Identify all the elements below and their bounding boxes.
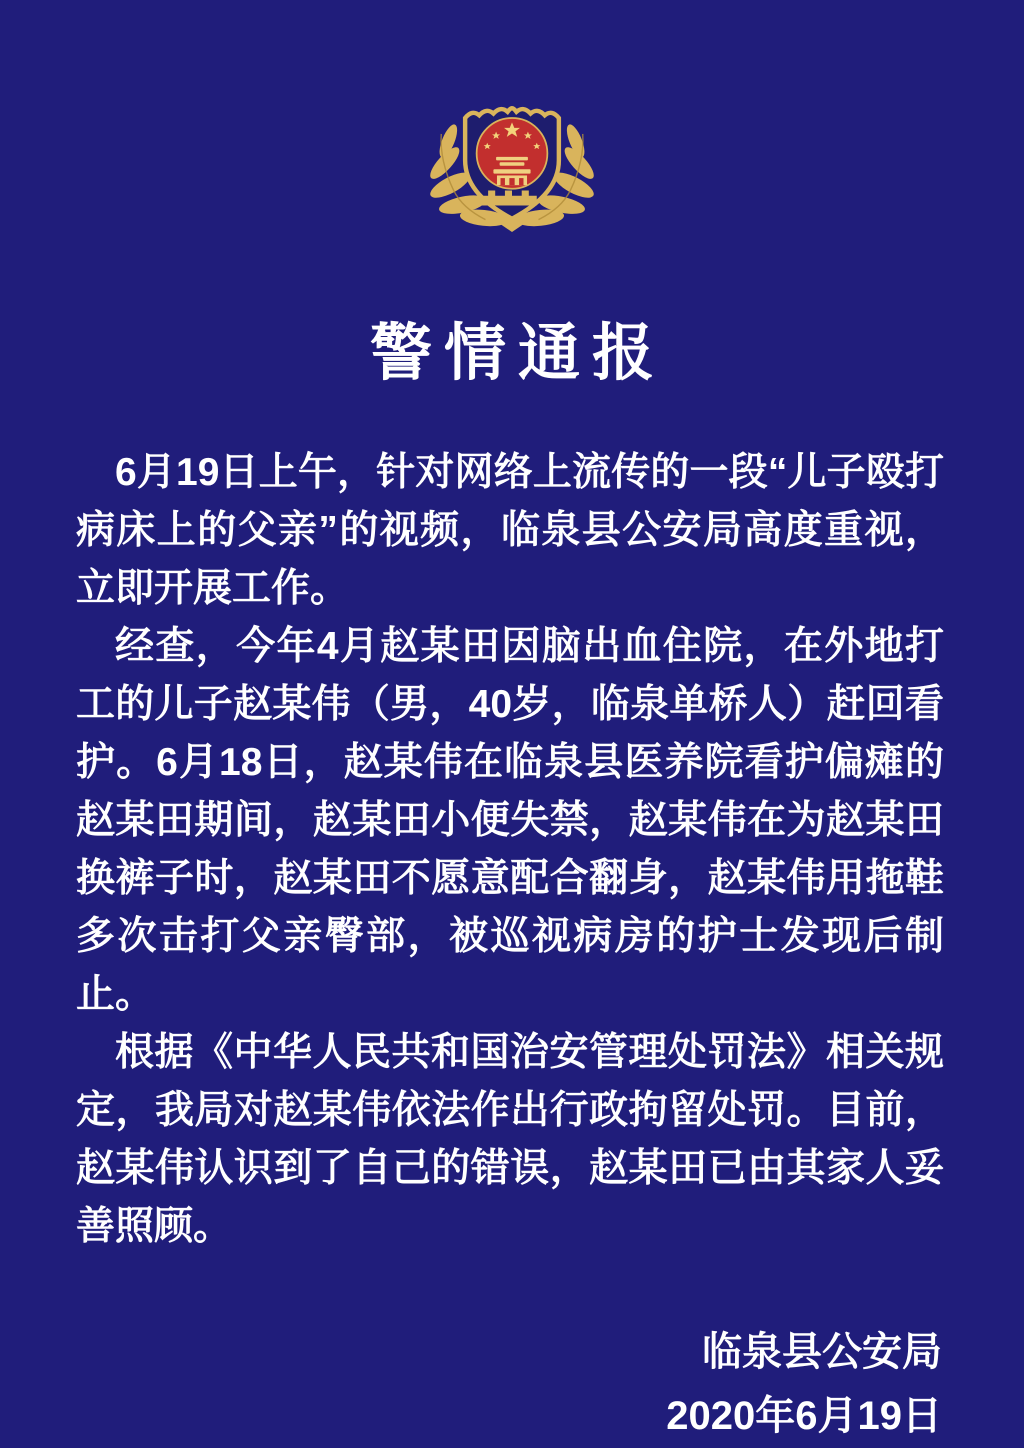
notice-title: 警情通报 (369, 319, 666, 388)
badge-container (0, 0, 1024, 245)
notice-paragraph-3: 根据《中华人民共和国治安管理处罚法》相关规定，我局对赵某伟依法作出行政拘留处罚。目前，赵某伟认识到了自己的错误，赵某田已由其家人妥善照顾。 (76, 1031, 944, 1248)
police-badge-icon (423, 72, 601, 240)
notice-paragraph-2: 经查，今年4月赵某田因脑出血住院，在外地打工的儿子赵某伟（男，40岁，临泉单桥人）赶回看护。6月18日，赵某伟在临泉县医养院看护偏瘫的赵某田期间，赵某田小便失禁，赵某伟在为赵某田换裤子时，赵某田不愿意配合翻身，赵某伟用拖鞋多次击打父亲臀部，被巡视病房的护士发现后制止。 (76, 625, 944, 1016)
notice-body (0, 444, 1024, 1256)
notice-date: 2020年6月19日 (666, 1394, 942, 1438)
notice-paragraph-1: 6月19日上午，针对网络上流传的一段“儿子殴打病床上的父亲”的视频，临泉县公安局高度重视，立即开展工作。 (76, 451, 944, 610)
issuing-authority: 临泉县公安局 (702, 1330, 942, 1374)
notice-footer (0, 1320, 1024, 1448)
